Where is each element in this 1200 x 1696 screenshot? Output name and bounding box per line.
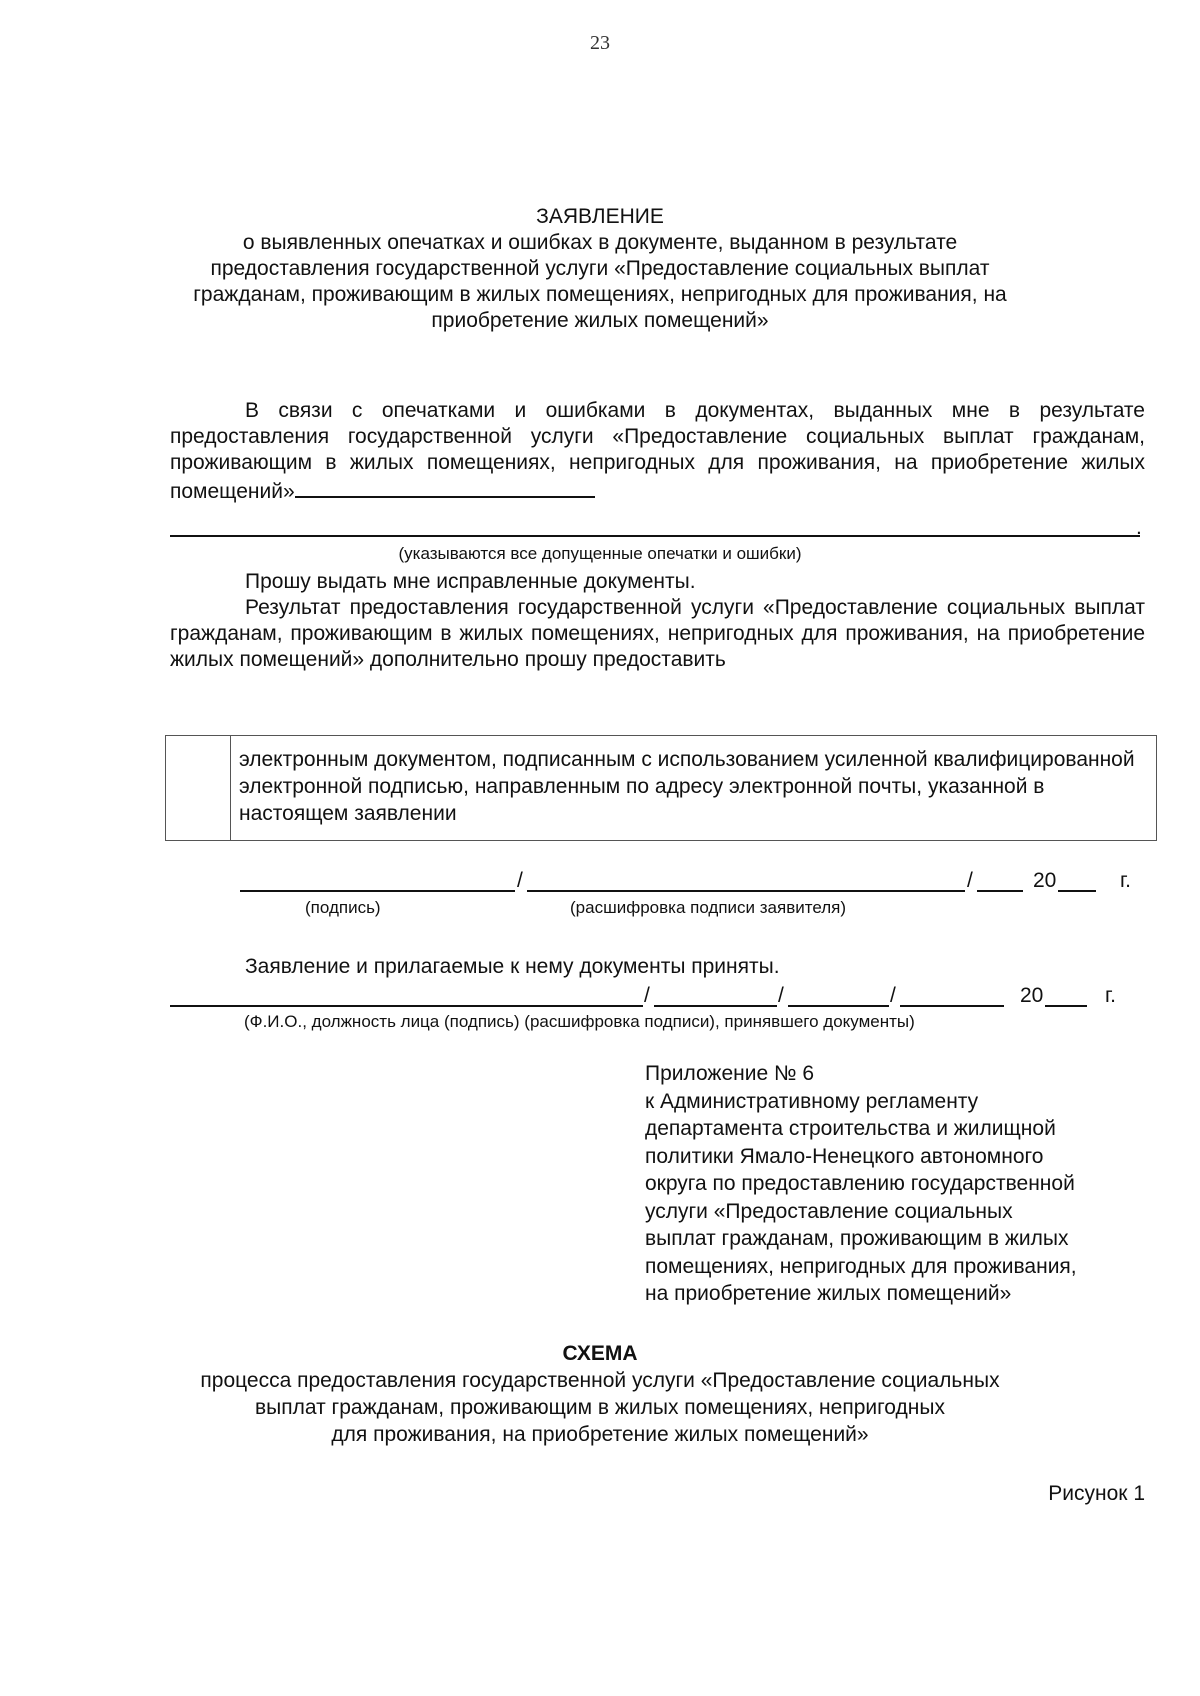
scheme-title: СХЕМА xyxy=(562,1342,638,1365)
scheme-line: выплат гражданам, проживающим в жилых помещениях, непригодных xyxy=(255,1396,945,1419)
delivery-option-text: электронным документом, подписанным с использованием усиленной квалифицированной электронной подписью, направленным по адресу электронной почты, указанной в настоящем заявлении xyxy=(239,748,1135,825)
acceptor-date-line[interactable] xyxy=(900,983,1004,1007)
errors-dot: . xyxy=(1136,516,1142,539)
appendix-line: помещениях, непригодных для проживания, xyxy=(645,1254,1077,1278)
scheme-heading-block xyxy=(150,1340,1050,1448)
acceptor-slash: / xyxy=(890,984,896,1007)
appendix-line: выплат гражданам, проживающим в жилых xyxy=(645,1227,1069,1250)
signature-decode-caption: (расшифровка подписи заявителя) xyxy=(570,898,847,917)
scheme-line: процесса предоставления государственной услуги «Предоставление социальных xyxy=(200,1369,1000,1392)
document-title: ЗАЯВЛЕНИЕ xyxy=(536,205,664,228)
signature-line[interactable] xyxy=(240,868,515,892)
appendix-line: к Административному регламенту xyxy=(645,1089,979,1113)
scheme-line: для проживания, на приобретение жилых помещений» xyxy=(331,1423,869,1446)
acceptor-signature-line[interactable] xyxy=(654,983,777,1007)
appendix-block xyxy=(645,1060,1155,1308)
delivery-option-checkbox[interactable] xyxy=(166,736,231,840)
appendix-line: на приобретение жилых помещений» xyxy=(645,1282,1012,1305)
signature-decode-line[interactable] xyxy=(527,868,965,892)
signature-caption: (подпись) xyxy=(305,898,381,917)
appendix-line: услуги «Предоставление социальных xyxy=(645,1199,1013,1223)
appendix-line: политики Ямало-Ненецкого автономного xyxy=(645,1144,1044,1168)
request-block xyxy=(170,569,1145,673)
errors-paragraph-block xyxy=(170,398,1145,505)
year-line[interactable] xyxy=(1058,868,1096,892)
result-paragraph: Результат предоставления государственной услуги «Предоставление социальных выплат гражданам, проживающим в жилых помещениях, непригодных для проживания, на приобретение жилых помещений» дополнительно прошу предоставить xyxy=(170,596,1145,671)
subtitle-line: о выявленных опечатках и ошибках в документе, выданном в результате xyxy=(242,231,958,254)
appendix-line: округа по предоставлению государственной xyxy=(645,1172,1075,1195)
acceptor-year-prefix: 20 xyxy=(1020,984,1044,1007)
figure-label: Рисунок 1 xyxy=(1048,1482,1145,1505)
errors-paragraph-text: В связи с опечатками и ошибками в документах, выданных мне в результате предоставления государственной услуги «Предоставление социальных выплат гражданам, проживающим в жилых помещениях, непригодных для проживания, на приобретение жилых помещений» xyxy=(170,399,1145,503)
acceptor-caption: (Ф.И.О., должность лица (подпись) (расшифровка подписи), принявшего документы) xyxy=(244,1012,915,1031)
application-title-block xyxy=(160,204,1040,334)
acceptor-name-line[interactable] xyxy=(170,983,643,1007)
subtitle-line: предоставления государственной услуги «Предоставление социальных выплат xyxy=(210,257,990,280)
acceptor-year-suffix: г. xyxy=(1105,984,1116,1007)
request-line: Прошу выдать мне исправленные документы. xyxy=(245,570,696,593)
acceptor-signature-row xyxy=(170,983,1130,1011)
appendix-line: департамента строительства и жилищной xyxy=(645,1117,1056,1140)
page-number: 23 xyxy=(590,32,610,54)
accepted-line: Заявление и прилагаемые к нему документы приняты. xyxy=(245,955,780,978)
acceptor-decode-line[interactable] xyxy=(788,983,889,1007)
acceptor-slash: / xyxy=(778,984,784,1007)
errors-paragraph xyxy=(170,398,1145,505)
signature-slash: / xyxy=(967,869,973,892)
date-day-line[interactable] xyxy=(977,868,1023,892)
errors-fill-line[interactable] xyxy=(295,476,595,498)
applicant-signature-row xyxy=(240,868,1140,896)
year-prefix: 20 xyxy=(1033,869,1057,892)
signature-slash: / xyxy=(517,869,523,892)
year-suffix: г. xyxy=(1120,869,1131,892)
errors-full-line[interactable] xyxy=(170,535,1140,537)
subtitle-line: гражданам, проживающим в жилых помещениях, непригодных для проживания, на xyxy=(193,283,1007,306)
subtitle-line: приобретение жилых помещений» xyxy=(431,309,769,332)
acceptor-slash: / xyxy=(644,984,650,1007)
appendix-line: Приложение № 6 xyxy=(645,1062,815,1085)
acceptor-year-line[interactable] xyxy=(1045,983,1087,1007)
errors-note: (указываются все допущенные опечатки и ошибки) xyxy=(398,544,802,563)
delivery-option-table xyxy=(165,735,1157,841)
